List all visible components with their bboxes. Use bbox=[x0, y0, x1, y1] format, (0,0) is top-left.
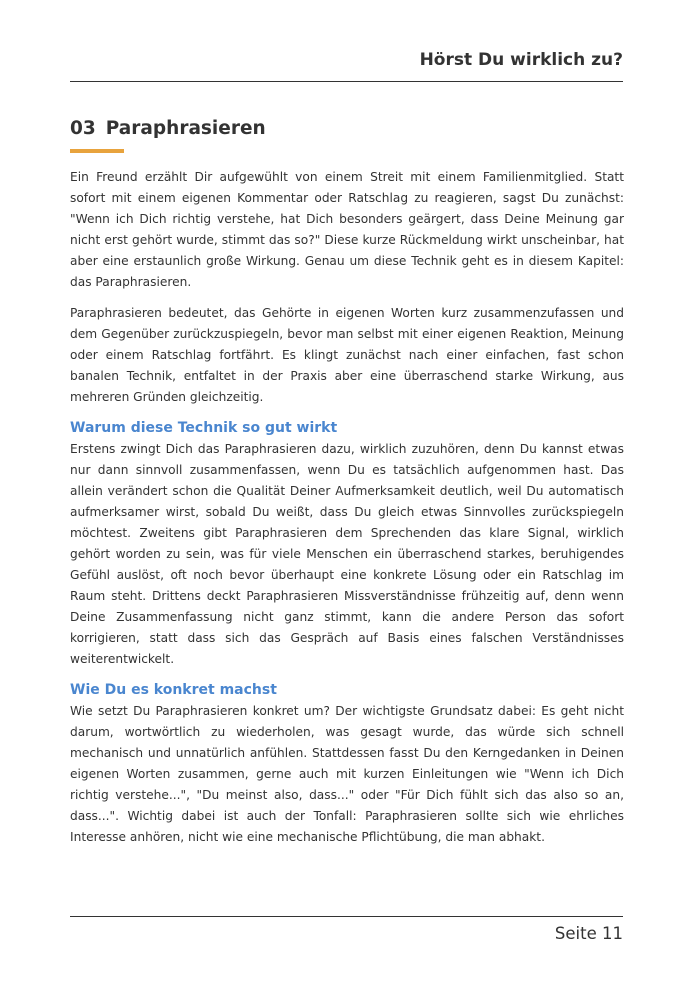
chapter-accent-bar bbox=[70, 149, 124, 153]
chapter-body bbox=[70, 167, 624, 858]
section-heading-how: Wie Du es konkret machst bbox=[70, 682, 277, 698]
section-heading-why: Warum diese Technik so gut wirkt bbox=[70, 420, 338, 436]
chapter-number: 03 bbox=[70, 118, 96, 139]
header-divider bbox=[70, 81, 623, 82]
running-header-title: Hörst Du wirklich zu? bbox=[419, 50, 623, 70]
section-paragraph-why: Erstens zwingt Dich das Paraphrasieren dazu, wirklich zuzuhören, denn Du kannst etwas nur dann sinnvoll zusammenfassen, wenn Du es tatsächlich aufgenommen hast. Das allein verändert schon die Qualität Deiner Aufmerksamkeit deutlich, weil Du automatisch aufmerksamer wirst, sobald Du weißt, dass Du gleich etwas Sinnvolles zurückspiegeln möchtest. Zweitens gibt Paraphrasieren dem Sprechenden das klare Signal, wirklich gehört worden zu sein, was für viele Menschen ein überraschend starkes, beruhigendes Gefühl auslöst, oft noch bevor überhaupt eine konkrete Lösung oder ein Ratschlag im Raum steht. Drittens deckt Paraphrasieren Missverständnisse frühzeitig auf, denn wenn Deine Zusammenfassung nicht ganz stimmt, kann die andere Person das sofort korrigieren, statt dass sich das Gespräch auf Basis eines falschen Verständnisses weiterentwickelt. bbox=[70, 442, 624, 666]
page-number: Seite 11 bbox=[554, 924, 623, 943]
section-paragraph-how: Wie setzt Du Paraphrasieren konkret um? Der wichtigste Grundsatz dabei: Es geht nicht darum, wortwörtlich zu wiederholen, was gesagt wurde, das würde sich schnell mechanisch und unnatürlich anfühlen. Stattdessen fasst Du den Kerngedanken in Deinen eigenen Worten zusammen, gerne auch mit kurzen Einleitungen wie "Wenn ich Dich richtig verstehe...", "Du meinst also, dass..." oder "Für Dich fühlt sich das also so an, dass...". Wichtig dabei ist auch der Tonfall: Paraphrasieren sollte sich wie ehrliches Interesse anhören, nicht wie eine mechanische Pflichtübung, die man abhakt. bbox=[70, 704, 624, 844]
body-paragraph-intro-1: Ein Freund erzählt Dir aufgewühlt von einem Streit mit einem Familienmitglied. Statt sofort mit einem eigenen Kommentar oder Ratschlag zu reagieren, sagst Du zunächst: "Wenn ich Dich richtig verstehe, hat Dich besonders geärgert, dass Deine Meinung gar nicht erst gehört wurde, stimmt das so?" Diese kurze Rückmeldung wirkt unscheinbar, hat aber eine erstaunlich große Wirkung. Genau um diese Technik geht es in diesem Kapitel: das Paraphrasieren. bbox=[70, 170, 624, 289]
footer-divider bbox=[70, 916, 623, 917]
chapter-heading bbox=[70, 118, 266, 139]
body-paragraph-intro-2: Paraphrasieren bedeutet, das Gehörte in eigenen Worten kurz zusammenzufassen und dem Gegenüber zurückzuspiegeln, bevor man selbst mit einer eigenen Reaktion, Meinung oder einem Ratschlag fortfährt. Es klingt zunächst nach einer einfachen, fast schon banalen Technik, entfaltet in der Praxis aber eine überraschend starke Wirkung, aus mehreren Gründen gleichzeitig. bbox=[70, 306, 624, 404]
chapter-title: Paraphrasieren bbox=[105, 118, 266, 139]
